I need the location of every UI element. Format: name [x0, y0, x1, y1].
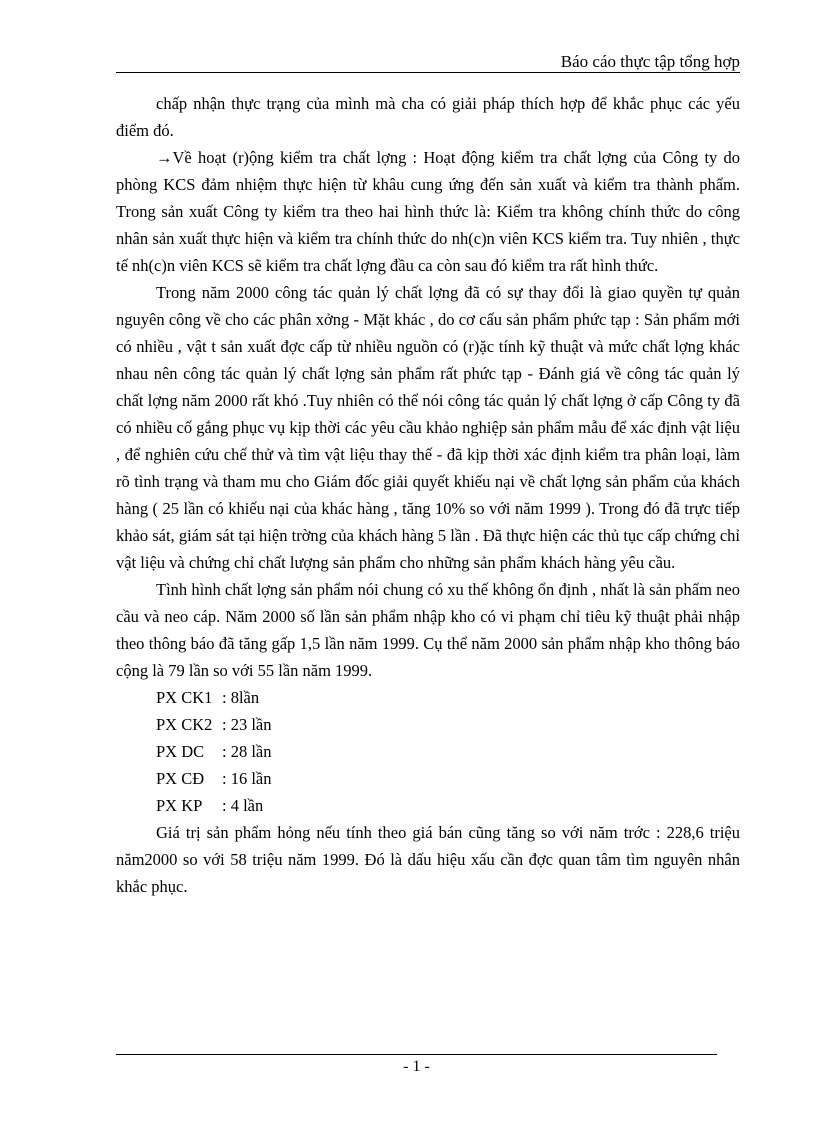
violation-count: 23 lần: [230, 715, 272, 734]
page-header: Báo cáo thực tập tổng hợp: [560, 52, 740, 71]
paragraph: chấp nhận thực trạng của mình mà cha có giải pháp thích hợp để khắc phục các yếu điểm đó.: [116, 94, 740, 140]
workshop-label: PX CK2: [156, 715, 213, 734]
list-item: PX KP : 4 lần: [116, 792, 740, 819]
workshop-label: PX DC: [156, 742, 205, 761]
page-number: - 1 -: [403, 1058, 430, 1075]
list-item: PX CĐ : 16 lần: [116, 765, 740, 792]
workshop-label: PX KP: [156, 796, 203, 815]
list-item: PX CK1 : 8lần: [116, 684, 740, 711]
workshop-label: PX CĐ: [156, 769, 205, 788]
list-item: PX CK2 : 23 lần: [116, 711, 740, 738]
paragraph: →Về hoạt (r)ộng kiểm tra chất lợng : Hoạt động kiểm tra chất lợng của Công ty do phòng KCS đảm nhiệm thực hiện từ khâu cung ứng đến sản xuất và kiểm tra thành phẩm. Trong sản xuất Công ty kiểm tra theo hai hình thức là: Kiểm tra không chính thức do công nhân sản xuất thực hiện và kiểm tra chính thức do nh(c)n viên KCS kiểm tra. Tuy nhiên , thực tế nh(c)n viên KCS sẽ kiểm tra chất lợng đầu ca còn sau đó kiểm tra rất hình thức.: [116, 148, 740, 275]
header-divider: [116, 72, 740, 73]
violation-list: [116, 684, 740, 819]
violation-count: 16 lần: [230, 769, 272, 788]
footer-divider: [116, 1054, 717, 1055]
violation-count: 8lần: [230, 688, 260, 707]
violation-count: 4 lần: [230, 796, 264, 815]
closing-paragraph: Giá trị sản phẩm hỏng nếu tính theo giá bán cũng tăng so với năm trớc : 228,6 triệu năm2000 so với 58 triệu năm 1999. Đó là dấu hiệu xấu cần đợc quan tâm tìm nguyên nhân khắc phục.: [116, 823, 740, 896]
violation-count: 28 lần: [230, 742, 272, 761]
document-body: [116, 90, 740, 900]
workshop-label: PX CK1: [156, 688, 213, 707]
paragraph: Tình hình chất lợng sản phẩm nói chung có xu thế không ổn định , nhất là sản phẩm neo cầu và neo cáp. Năm 2000 số lần sản phẩm nhập kho có vi phạm chỉ tiêu kỹ thuật phải nhập theo thông báo đã tăng gấp 1,5 lần năm 1999. Cụ thể năm 2000 sản phẩm nhập kho thông báo cộng là 79 lần so với 55 lần năm 1999.: [116, 580, 740, 680]
paragraph: Trong năm 2000 công tác quản lý chất lợng đã có sự thay đổi là giao quyền tự quản nguyên công về cho các phân xởng - Mặt khác , do cơ cấu sản phẩm phức tạp : Sản phẩm mới có nhiều , vật t sản xuất đợc cấp từ nhiều nguồn có (r)ặc tính kỹ thuật và mức chất lợng khác nhau nên công tác quản lý chất lợng sản phẩm rất phức tạp - Đánh giá về công tác quản lý chất lợng năm 2000 rất khó .Tuy nhiên có thể nói công tác quản lý chất lợng ở cấp Công ty đã có nhiều cố gắng phục vụ kịp thời các yêu cầu khảo nghiệp sản phẩm mẫu để xác định vật liệu , để nghiên cứu chế thử và tìm vật liệu thay thế - đã kịp thời xác định kiểm tra phân loại, làm rõ tình trạng và tham mu cho Giám đốc giải quyết khiếu nại về chất lợng sản phẩm của khách hàng ( 25 lần có khiếu nại của khác hàng , tăng 10% so với năm 1999 ). Trong đó đã trực tiếp khảo sát, giám sát tại hiện trờng của khách hàng 5 lần . Đã thực hiện các thủ tục cấp chứng chỉ vật liệu và chứng chỉ chất lượng sản phẩm cho những sản phẩm khách hàng yêu cầu.: [116, 283, 740, 572]
list-item: PX DC : 28 lần: [116, 738, 740, 765]
